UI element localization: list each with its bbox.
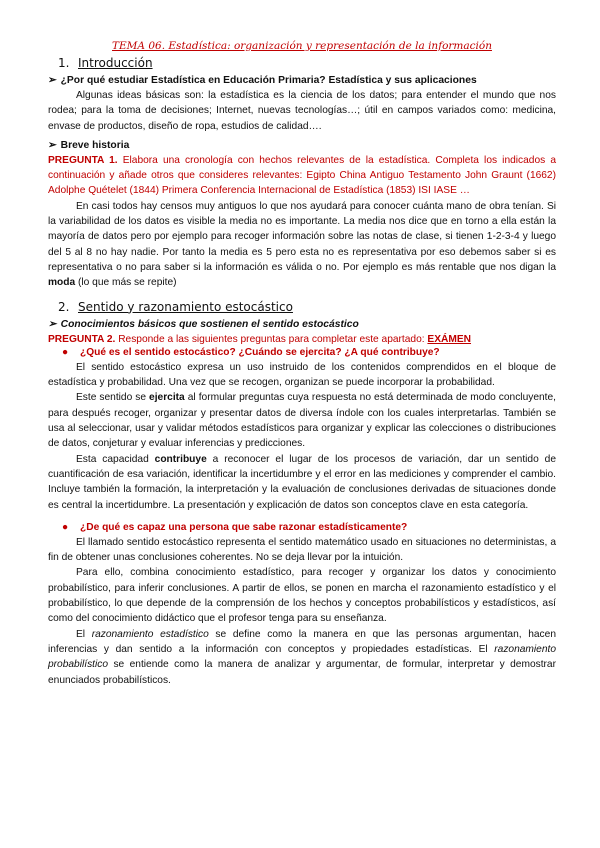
- exam-tag: EXÁMEN: [427, 333, 472, 345]
- section-1-number: 1.: [58, 56, 70, 70]
- paragraph-exercised: Este sentido se ejercita al formular preguntas cuya respuesta no está determinada de modo concluyente, para después recoger, organizar y presentar datos de diversa índole con los cuales interpretarlas. También se usa al seleccionar, usar y validar métodos estadísticos para organizar y explicar las colecciones o distribuciones de datos, conjeturar y evaluar inferencias y predicciones.: [48, 392, 556, 450]
- paragraph-intro: Algunas ideas básicas son: la estadística es la ciencia de los datos; para entender el mundo que nos rodea; para la toma de decisiones; Internet, nuevas tecnologías…; útil en campos variados como: medicina, envase de productos, diseño de ropa, estudios de calidad….: [48, 90, 556, 132]
- arrow-bullet-icon: ➢: [48, 318, 57, 330]
- question-2: [48, 332, 556, 347]
- section-1-title: Introducción: [78, 56, 153, 70]
- subheading-basic-knowledge: ➢ Conocimientos básicos que sostienen el sentido estocástico: [48, 318, 359, 330]
- bullet-dot-icon: ●: [62, 521, 69, 533]
- question-2-text: Responde a las siguientes preguntas para completar este apartado:: [115, 333, 428, 345]
- paragraph-reasoning-2: Para ello, combina conocimiento estadístico, para recoger y organizar los datos y conocimiento probabilístico, para inferir conclusiones. A partir de ellos, se ponen en marcha el razonamiento estadístico y el probabilístico, lo que depende de la comprensión de los hechos y conceptos probabilísticos y estadísticos, así como del conocimiento didáctico que el profesor tenga para su enseñanza.: [48, 567, 556, 625]
- subheading-why-statistics: ➢ ¿Por qué estudiar Estadística en Educación Primaria? Estadística y sus aplicaciones: [48, 75, 477, 86]
- arrow-bullet-icon: ➢: [48, 75, 57, 86]
- paragraph-stochastic-sense: El sentido estocástico expresa un uso instruido de los contenidos comprendidos en el bloque de estadística y probabilidad. Una vez que se recogen, organizan se puede incorporar la probabilidad.: [48, 361, 556, 389]
- section-2-number: 2.: [58, 299, 70, 314]
- subheading-history: ➢ Breve historia: [48, 139, 130, 151]
- bullet-question-1: ● ¿Qué es el sentido estocástico? ¿Cuándo se ejercita? ¿A qué contribuye?: [62, 346, 440, 358]
- question-1-label: PREGUNTA 1.: [48, 154, 118, 166]
- paragraph-history: En casi todos hay censos muy antiguos lo que nos ayudará para conocer cuánta mano de obra tenían. Si la variabilidad de los datos es visible la media no es importante. La media nos dice que en torno a ella están la mayoría de datos pero por ejemplo para recoger información sobre las notas de clase, si tienen 1-2-3-4 y luego del 5 al 8 no hay nadie. Por tanto la media es 5 pero esta no es representativa por eso debemos saber si es representativa o no para saber si la información es válida o no. Por ejemplo es más rentable que nos digan la moda (lo que más se repite): [48, 200, 556, 289]
- paragraph-reasoning-3: El razonamiento estadístico se define como la manera en que las personas argumentan, hacen inferencias y dan sentido a la información con conceptos y propiedades estadísticas. El razonamiento probabilístico se entiende como la manera de analizar y argumentar, de formular, interpretar y demostrar enunciados probabilísticos.: [48, 628, 556, 686]
- document-title: TEMA 06. Estadística: organización y representación de la información: [112, 40, 492, 52]
- section-2-title: Sentido y razonamiento estocástico: [78, 299, 293, 314]
- question-1: [48, 153, 556, 199]
- moda-term: moda: [48, 277, 76, 289]
- section-2-heading: [58, 300, 556, 314]
- paragraph-reasoning-1: El llamado sentido estocástico representa el sentido matemático usado en situaciones no deterministas, a fin de obtener unas conclusiones coherentes. No se deja llevar por la intuición.: [48, 536, 556, 564]
- document-page: [48, 40, 556, 688]
- question-1-text: Elabora una cronología con hechos relevantes de la estadística. Completa los indicados a continuación y añade otros que consideres relevantes: Egipto China Antiguo Testamento John Graunt (1662) Adolphe Quételet (1844) Primera Conferencia Internacional de Estadística (1853) ISI IASE …: [48, 154, 556, 197]
- question-2-label: PREGUNTA 2.: [48, 333, 116, 345]
- bullet-dot-icon: ●: [62, 346, 69, 358]
- arrow-bullet-icon: ➢: [48, 139, 57, 151]
- section-1-heading: [58, 56, 556, 70]
- bullet-question-2: ● ¿De qué es capaz una persona que sabe razonar estadísticamente?: [62, 521, 408, 533]
- paragraph-contributes: Esta capacidad contribuye a reconocer el lugar de los procesos de variación, dar un sentido de cuantificación de esa variación, identificar la incertidumbre y el error en las mediciones y comprender el cambio. Incluye también la formación, la interpretación y la evaluación de conclusiones derivadas de situaciones donde es central la incertidumbre. La presentación y explicación de datos son conceptos clave en esta categoría.: [48, 453, 556, 511]
